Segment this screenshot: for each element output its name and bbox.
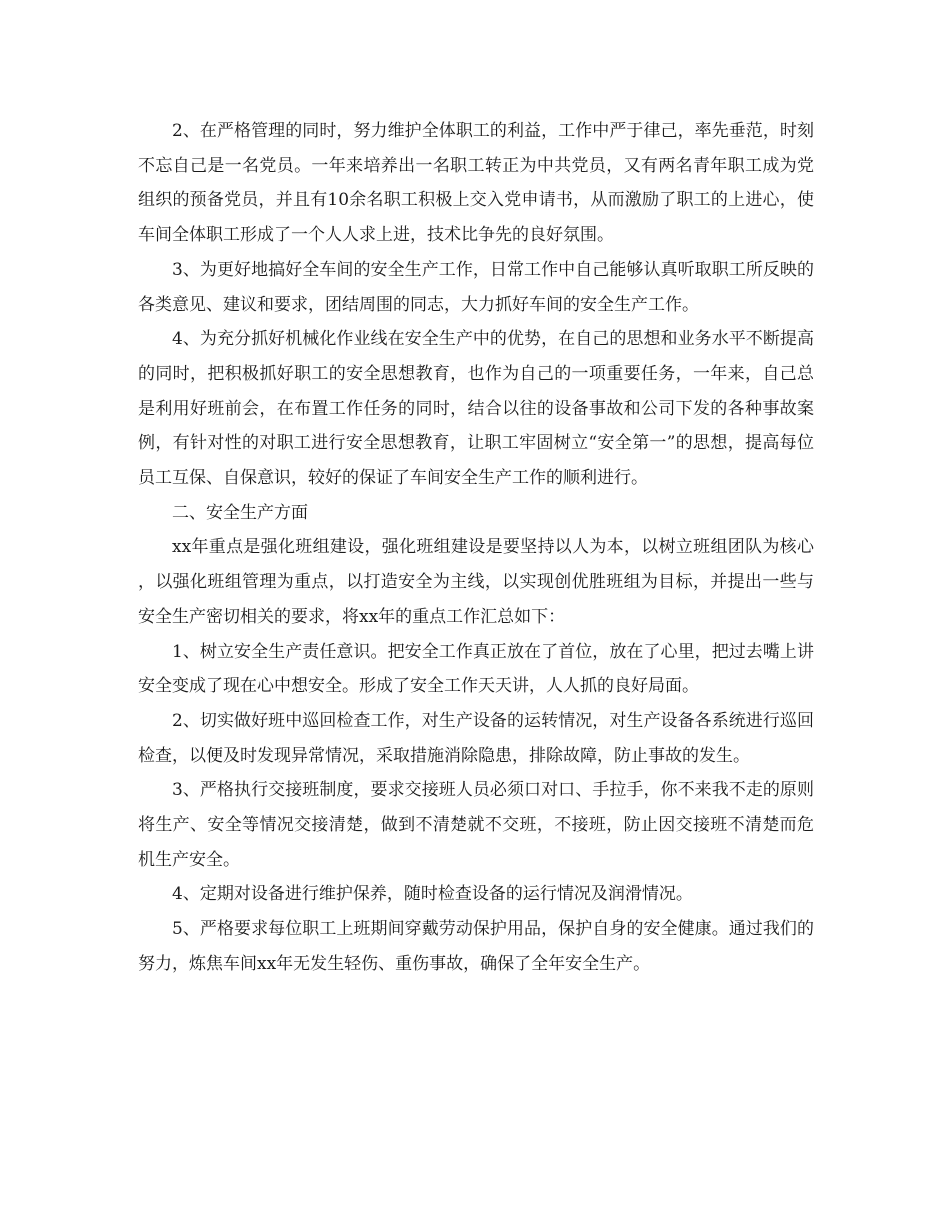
section-heading-safety-production: 二、安全生产方面 — [172, 502, 308, 523]
paragraph-listen-opinions: 3、为更好地搞好全车间的安全生产工作，日常工作中自己能够认真听取职工所反映的各类意见、建议和要求，团结周围的同志，大力抓好车间的安全生产工作。 — [138, 259, 814, 315]
paragraph-protective-gear: 5、严格要求每位职工上班期间穿戴劳动保护用品，保护自身的安全健康。通过我们的努力，炼焦车间xx年无发生轻伤、重伤事故，确保了全年安全生产。 — [138, 919, 814, 974]
paragraph-party-member: 2、在严格管理的同时，努力维护全体职工的利益，工作中严于律己，率先垂范，时刻不忘自己是一名党员。一年来培养出一名职工转正为中共党员，又有两名青年职工成为党组织的预备党员，并且有10余名职工积极上交入党申请书，从而激励了职工的上进心，使车间全体职工形成了一个人人求上进，技术比争先的良好氛围。 — [138, 121, 814, 246]
paragraph-shift-handover: 3、严格执行交接班制度，要求交接班人员必须口对口、手拉手，你不来我不走的原则将生产、安全等情况交接清楚，做到不清楚就不交班，不接班，防止因交接班不清楚而危机生产安全。 — [138, 780, 814, 870]
paragraph-inspection: 2、切实做好班中巡回检查工作，对生产设备的运转情况，对生产设备各系统进行巡回检查，以便及时发现异常情况，采取措施消除隐患，排除故障，防止事故的发生。 — [138, 710, 814, 766]
paragraph-safety-education: 4、为充分抓好机械化作业线在安全生产中的优势，在自己的思想和业务水平不断提高的同时，把积极抓好职工的安全思想教育，也作为自己的一项重要任务，一年来，自己总是利用好班前会，在布置工作任务的同时，结合以往的设备事故和公司下发的各种事故案例，有针对性的对职工进行安全思想教育，让职工牢固树立“安全第一”的思想，提高每位员工互保、自保意识，较好的保证了车间安全生产工作的顺利进行。 — [138, 329, 814, 489]
paragraph-team-building: xx年重点是强化班组建设，强化班组建设是要坚持以人为本，以树立班组团队为核心 ，以强化班组管理为重点，以打造安全为主线，以实现创优胜班组为目标，并提出一些与安全生产密切相关的要求，将xx年的重点工作汇总如下： — [138, 537, 814, 627]
paragraph-responsibility: 1、树立安全生产责任意识。把安全工作真正放在了首位，放在了心里，把过去嘴上讲安全变成了现在心中想安全。形成了安全工作天天讲，人人抓的良好局面。 — [138, 641, 814, 697]
paragraph-maintenance: 4、定期对设备进行维护保养，随时检查设备的运行情况及润滑情况。 — [172, 884, 693, 905]
document-body — [138, 114, 814, 982]
